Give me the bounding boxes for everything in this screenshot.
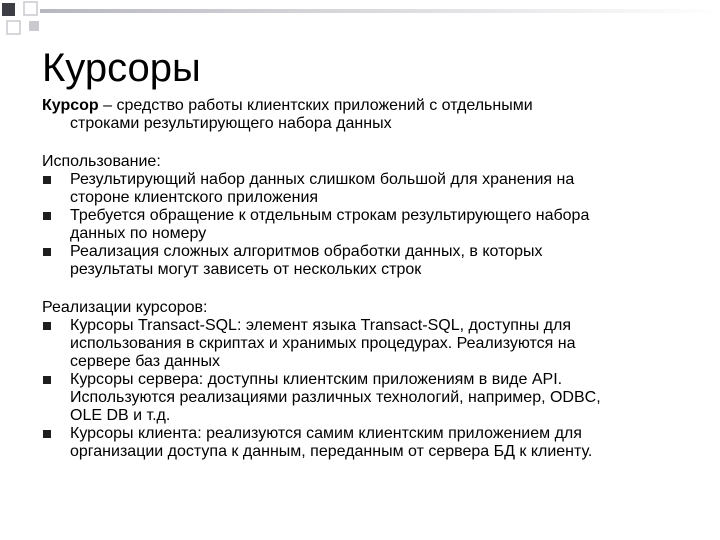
implementations-heading: Реализации курсоров:	[42, 299, 208, 316]
bullet-text-line: Результирующий набор данных слишком большой для хранения на	[70, 171, 575, 188]
bullet-text-line: Курсоры клиента: реализуются самим клиентским приложением для	[70, 425, 582, 442]
bullet-text-line: данных по номеру	[70, 225, 207, 242]
definition-text: – средство работы клиентских приложений с отдельными	[98, 97, 533, 114]
bullet-square-icon	[43, 248, 51, 256]
implementation-item	[42, 371, 682, 425]
bullet-text-line: стороне клиентского приложения	[70, 189, 319, 206]
bullet-text-line: использования в скриптах и хранимых процедурах. Реализуются на	[70, 335, 576, 352]
bullet-text-line: организации доступа к данным, переданным от сервера БД к клиенту.	[70, 443, 593, 460]
implementations-list	[42, 317, 682, 461]
bullet-text-line: OLE DB и т.д.	[70, 407, 171, 424]
bullet-text-line: Курсоры сервера: доступны клиентским приложениям в виде API.	[70, 371, 563, 388]
usage-list	[42, 171, 682, 279]
usage-item	[42, 171, 682, 207]
bullet-text-line: Требуется обращение к отдельным строкам результирующего набора	[70, 207, 590, 224]
bullet-square-icon	[43, 430, 51, 438]
deco-square-1	[2, 3, 15, 16]
bullet-square-icon	[43, 376, 51, 384]
deco-square-3	[7, 21, 20, 34]
usage-heading: Использование:	[42, 153, 161, 170]
deco-square-4	[29, 21, 39, 31]
definition-line-2: строками результирующего набора данных	[70, 115, 392, 132]
bullet-square-icon	[43, 212, 51, 220]
implementation-item	[42, 425, 682, 461]
bullet-text-line: результаты могут зависеть от нескольких строк	[70, 261, 422, 278]
usage-item	[42, 207, 682, 243]
definition-term: Курсор	[42, 97, 99, 114]
bullet-text-line: Реализация сложных алгоритмов обработки данных, в которых	[70, 243, 543, 260]
bullet-text-line: Используются реализациями различных технологий, например, ODBC,	[70, 389, 601, 406]
bullet-text-line: Курсоры Transact-SQL: элемент языка Transact-SQL, доступны для	[70, 317, 571, 334]
bullet-square-icon	[43, 322, 51, 330]
implementation-item	[42, 317, 682, 371]
deco-line	[40, 9, 720, 13]
bullet-text-line: сервере баз данных	[70, 353, 220, 370]
bullet-square-icon	[43, 176, 51, 184]
usage-item	[42, 243, 682, 279]
slide-content	[42, 97, 682, 461]
slide-title: Курсоры	[42, 46, 201, 90]
definition-line-1	[42, 97, 682, 115]
deco-square-2	[24, 2, 37, 15]
